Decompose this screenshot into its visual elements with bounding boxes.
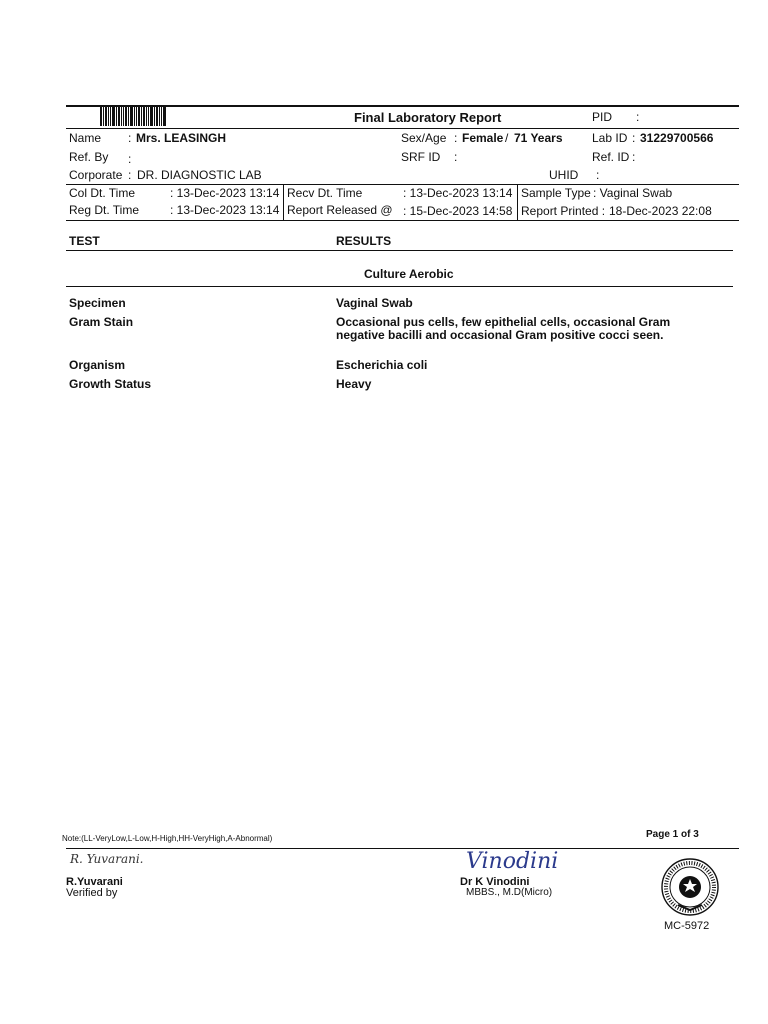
reg-dt-value: : 13-Dec-2023 13:14 xyxy=(170,203,280,217)
footer-rule xyxy=(66,848,739,849)
name-label: Name xyxy=(69,131,102,145)
title-rule xyxy=(66,128,739,129)
sexage-label: Sex/Age xyxy=(401,131,447,145)
age-value: 71 Years xyxy=(514,131,563,145)
labid-value: 31229700566 xyxy=(640,131,714,145)
row-result-specimen: Vaginal Swab xyxy=(336,296,413,310)
name-colon: : xyxy=(128,131,132,145)
top-rule xyxy=(66,105,739,107)
times-top-rule xyxy=(66,184,739,185)
doctor-signature: Vinodini xyxy=(466,849,559,874)
uhid-colon: : xyxy=(596,168,600,182)
times-divider-1 xyxy=(283,184,284,220)
sample-type-value: : Vaginal Swab xyxy=(593,186,673,200)
table-header-rule xyxy=(66,250,733,251)
verifier-name: R.Yuvarani xyxy=(66,876,123,888)
row-test-gram-stain: Gram Stain xyxy=(69,315,134,329)
released-label: Report Released @ xyxy=(287,203,393,217)
labid-label: Lab ID xyxy=(592,131,628,145)
refby-colon: : xyxy=(128,152,132,166)
patient-name: Mrs. LEASINGH xyxy=(136,131,227,145)
sample-type-label: Sample Type xyxy=(521,186,591,200)
corporate-value: DR. DIAGNOSTIC LAB xyxy=(137,168,262,182)
doctor-qualification: MBBS., M.D(Micro) xyxy=(466,887,553,898)
abbreviation-note: Note:(LL-VeryLow,L-Low,H-High,HH-VeryHigh,A-Abnormal) xyxy=(62,834,273,843)
doctor-name: Dr K Vinodini xyxy=(460,876,530,888)
row-result-organism: Escherichia coli xyxy=(336,358,428,372)
printed-label: Report Printed : xyxy=(521,204,606,218)
labid-colon: : xyxy=(632,131,636,145)
stamp-code: MC-5972 xyxy=(664,920,710,932)
sexage-slash: / xyxy=(505,131,509,145)
srfid-colon: : xyxy=(454,150,458,164)
page-number: Page 1 of 3 xyxy=(646,829,699,840)
refid-label: Ref. ID xyxy=(592,150,630,164)
sex-value: Female xyxy=(462,131,504,145)
verifier-role: Verified by xyxy=(66,887,118,899)
released-value: : 15-Dec-2023 14:58 xyxy=(403,204,513,218)
col-dt-value: : 13-Dec-2023 13:14 xyxy=(170,186,280,200)
row-test-specimen: Specimen xyxy=(69,296,126,310)
times-bottom-rule xyxy=(66,220,739,221)
verifier-signature: R. Yuvarani. xyxy=(70,852,144,866)
pid-label: PID xyxy=(592,110,613,124)
sexage-colon: : xyxy=(454,131,458,145)
corporate-colon: : xyxy=(128,168,132,182)
accreditation-seal xyxy=(660,857,720,917)
times-divider-2 xyxy=(517,184,518,220)
col-dt-label: Col Dt. Time xyxy=(69,186,136,200)
report-title: Final Laboratory Report xyxy=(354,110,502,125)
section-title: Culture Aerobic xyxy=(364,267,454,281)
reg-dt-label: Reg Dt. Time xyxy=(69,203,140,217)
uhid-label: UHID xyxy=(549,168,579,182)
section-rule xyxy=(66,286,733,287)
row-test-organism: Organism xyxy=(69,358,126,372)
refid-colon: : xyxy=(632,150,636,164)
recv-dt-value: : 13-Dec-2023 13:14 xyxy=(403,186,513,200)
row-result-growth-status: Heavy xyxy=(336,377,372,391)
row-test-growth-status: Growth Status xyxy=(69,377,152,391)
corporate-label: Corporate xyxy=(69,168,123,182)
results-column-header: RESULTS xyxy=(336,234,392,248)
barcode xyxy=(100,106,166,126)
printed-value: 18-Dec-2023 22:08 xyxy=(609,204,712,218)
row-result-gram-stain-line1: Occasional pus cells, few epithelial cells, occasional Gram xyxy=(336,315,671,329)
row-result-gram-stain-line2: negative bacilli and occasional Gram positive cocci seen. xyxy=(336,328,664,342)
srfid-label: SRF ID xyxy=(401,150,441,164)
test-column-header: TEST xyxy=(69,234,100,248)
refby-label: Ref. By xyxy=(69,150,109,164)
recv-dt-label: Recv Dt. Time xyxy=(287,186,363,200)
pid-colon: : xyxy=(636,110,640,124)
